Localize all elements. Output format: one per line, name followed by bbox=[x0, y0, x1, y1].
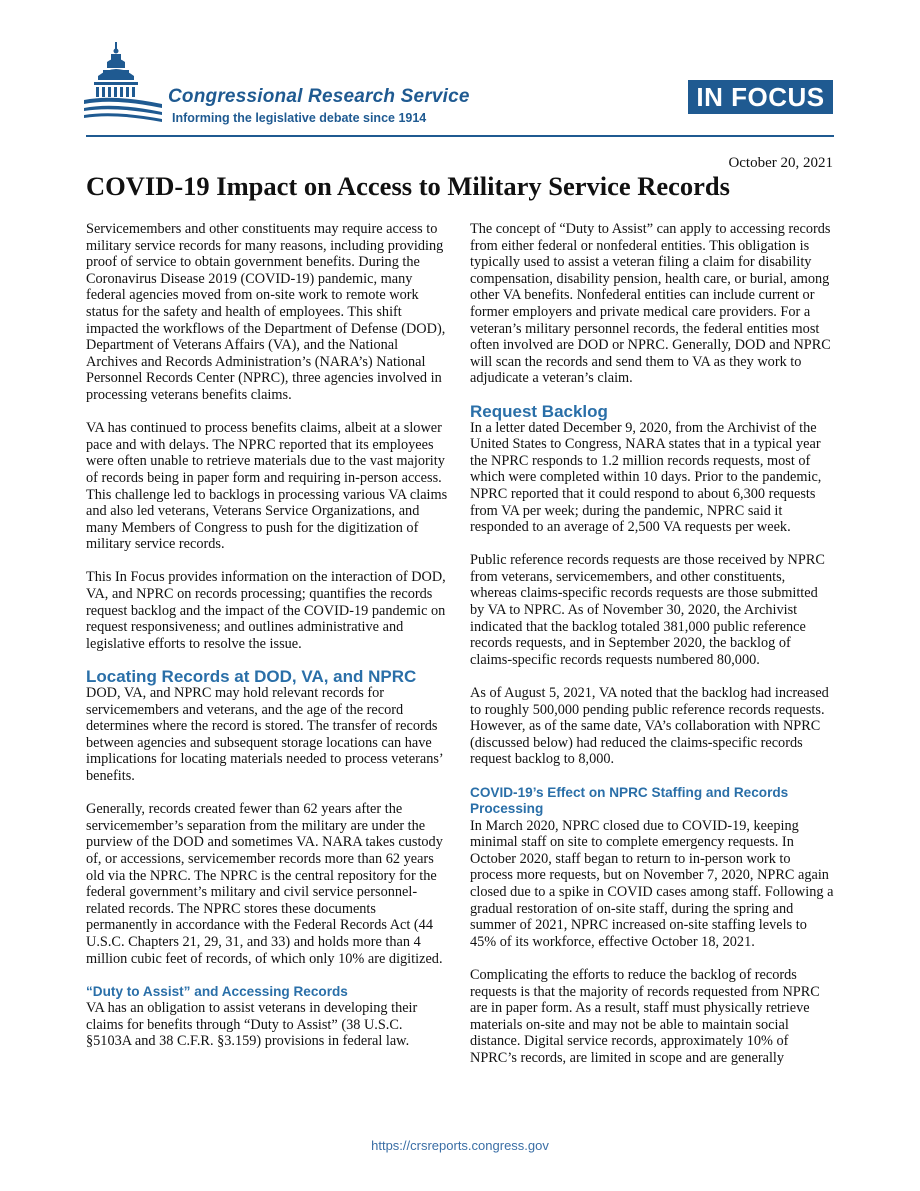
org-name: Congressional Research Service bbox=[168, 86, 470, 107]
in-focus-badge: IN FOCUS bbox=[688, 80, 833, 114]
duty-paragraph-1: VA has an obligation to assist veterans in developing their claims for benefits through “Duty to Assist” (38 U.S.C. §5103A and 38 C.F.R. §3.159) provisions in federal law. bbox=[86, 1000, 418, 1050]
backlog-paragraph-3: As of August 5, 2021, VA noted that the backlog had increased to roughly 500,000 pending public reference records requests. However, as of the same date, VA’s collaboration with NPRC (discussed below) had reduced the claims-specific records request backlog to 8,000. bbox=[470, 685, 829, 768]
footer-url[interactable]: https://crsreports.congress.gov bbox=[371, 1138, 549, 1153]
page-title: COVID-19 Impact on Access to Military Service Records bbox=[86, 171, 730, 201]
section-heading-locating-records: Locating Records at DOD, VA, and NPRC bbox=[86, 667, 417, 687]
backlog-paragraph-2: Public reference records requests are those received by NPRC from veterans, servicemembers, and other constituents, whereas claims-specific records requests are those submitted by VA to NPRC. As of November 30, 2020, the Archivist indicated that the backlog totaled 381,000 public reference records requests, and in September 2020, the backlog of claims-specific records requests numbered 80,000. bbox=[470, 552, 825, 668]
section-heading-request-backlog: Request Backlog bbox=[470, 401, 608, 421]
header-divider bbox=[86, 135, 834, 137]
subsection-heading-covid-effect: COVID-19’s Effect on NPRC Staffing and Records Processing bbox=[470, 784, 789, 817]
duty-paragraph-2: The concept of “Duty to Assist” can apply to accessing records from either federal or nonfederal entities. This obligation is typically used to assist a veteran filing a claim for disability compensation, disability pension, health care, or burial, among other VA benefits. Nonfederal entities can include current or former employers and private medical care providers. For a veteran’s military personnel records, the federal entities most often involved are DOD or NPRC. Generally, DOD and NPRC will scan the records and send them to VA as they work to adjudicate a veteran’s claim. bbox=[470, 221, 831, 387]
right-column bbox=[470, 221, 834, 1067]
intro-paragraph-3: This In Focus provides information on the interaction of DOD, VA, and NPRC on records processing; quantifies the records request backlog and the impact of the COVID-19 pandemic on request responsiveness; and outlines administrative and legislative efforts to resolve the issue. bbox=[86, 569, 446, 652]
org-tagline: Informing the legislative debate since 1914 bbox=[172, 111, 427, 125]
locating-paragraph-1: DOD, VA, and NPRC may hold relevant records for servicemembers and veterans, and the age of the record determines where the record is stored. The transfer of records between agencies and subsequent storage locations can have implications for locating materials needed to process veterans’ benefits. bbox=[86, 685, 443, 784]
intro-paragraph-1: Servicemembers and other constituents may require access to military service records for many reasons, including providing proof of service to obtain government benefits. During the Coronavirus Disease 2019 (COVID-19) pandemic, many federal agencies moved from on-site work to remote work status for the safety and health of employees. This shift impacted the workflows of the Department of Defense (DOD), Department of Veterans Affairs (VA), and the National Archives and Records Administration’s (NARA’s) National Personnel Records Center (NPRC), three agencies involved in processing veterans benefits claims. bbox=[86, 221, 446, 403]
intro-paragraph-2: VA has continued to process benefits claims, albeit at a slower pace and with delays. The NPRC reported that its employees were often unable to retrieve materials due to the vast majority of records being in paper form and requiring in-person access. This challenge led to backlogs in processing various VA claims and also led veterans, Veterans Service Organizations, and many Members of Congress to push for the digitization of military service records. bbox=[86, 420, 448, 553]
capitol-dome-logo bbox=[84, 40, 164, 130]
backlog-paragraph-1: In a letter dated December 9, 2020, from the Archivist of the United States to Congress, NARA states that in a typical year the NPRC responds to 1.2 million records requests, most of which were completed within 10 days. Prior to the pandemic, NPRC reported that it could respond to about 6,300 requests from VA per week; during the pandemic, NPRC said it responded to an average of 2,500 VA requests per week. bbox=[470, 419, 822, 536]
subsection-heading-duty-to-assist: “Duty to Assist” and Accessing Records bbox=[86, 983, 348, 999]
locating-paragraph-2: Generally, records created fewer than 62 years after the servicemember’s separation from the military are under the purview of the DOD and sometimes VA. NARA takes custody of, or accessions, servicemember records more than 62 years old via the NPRC. The NPRC is the central repository for the federal government’s military and civil service personnel-related records. The NPRC stores these documents permanently in accordance with the Federal Records Act (44 U.S.C. Chapters 21, 29, 31, and 33) and holds more than 4 million cubic feet of records, of which only 10% are digitized. bbox=[86, 801, 443, 967]
effect-paragraph-2: Complicating the efforts to reduce the backlog of records requests is that the majority of records requested from NPRC are in paper form. As a result, staff must physically retrieve materials on-site and may not be able to maintain social distance. Digital service records, approximately 10% of NPRC’s records, are limited in scope and are generally bbox=[470, 966, 820, 1066]
effect-paragraph-1: In March 2020, NPRC closed due to COVID-19, keeping minimal staff on site to complete emergency requests. In October 2020, staff began to return to in-person work to process more requests, but on November 7, 2020, NPRC again closed due to a spike in COVID cases among staff. Following a gradual restoration of on-site staff, during the spring and summer of 2021, NPRC increased on-site staffing levels to 45% of its workforce, effective October 18, 2021. bbox=[470, 817, 834, 950]
left-column bbox=[86, 221, 450, 1050]
publication-date: October 20, 2021 bbox=[728, 155, 833, 171]
